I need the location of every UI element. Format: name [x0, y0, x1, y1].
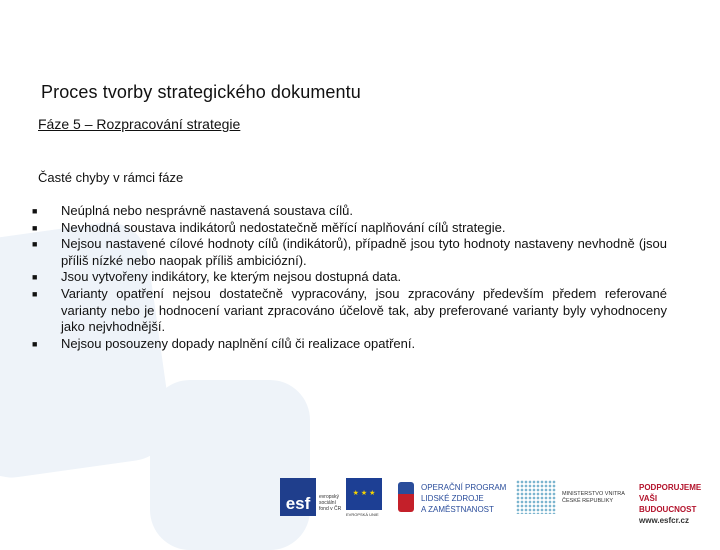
bullet-icon: ■	[32, 222, 38, 233]
list-item	[32, 286, 667, 336]
bullet-icon: ■	[32, 206, 38, 216]
list-item-text: Nejsou posouzeny dopady naplnění cílů či realizace opatření.	[61, 335, 416, 351]
section-heading: Časté chyby v rámci fáze	[38, 170, 184, 185]
mv-logo-text	[562, 491, 625, 529]
mv-line: MINISTERSTVO VNITRA	[562, 491, 625, 497]
op-logo-text	[421, 482, 506, 520]
esf-logo	[280, 478, 316, 516]
list-item	[32, 236, 667, 269]
op-line: OPERAČNÍ PROGRAM	[421, 483, 507, 492]
slide-subtitle: Fáze 5 – Rozpracování strategie	[38, 116, 241, 132]
list-item	[32, 220, 667, 237]
list-item-text: Jsou vytvořeny indikátory, ke kterým nejsou dostupná data.	[61, 269, 402, 285]
slogan	[639, 482, 716, 525]
logo-bar	[280, 478, 716, 525]
op-puzzle-logo	[398, 482, 414, 512]
slogan-line: PODPORUJEME	[639, 483, 702, 492]
list-item-text: Neúplná nebo nesprávně nastavená soustava cílů.	[61, 203, 353, 218]
background-puzzle-shape	[150, 380, 310, 550]
eu-caption: EVROPSKÁ UNIE	[346, 512, 379, 517]
op-line: A ZAMĚSTNANOST	[421, 505, 494, 514]
esf-caption: evropský sociální fond v ČR	[319, 494, 342, 512]
list-item	[32, 203, 667, 220]
esf-logo-text: esf	[285, 494, 311, 513]
list-item-text: Varianty opatření nejsou dostatečně vypracovány, jsou zpracovány především předem referované varianty nebo je hodnocení variant zpracováno účelově tak, aby preferované varianty byly vyhodnoceny jako nejvhodnější.	[61, 285, 667, 335]
bullet-icon: ■	[32, 272, 38, 283]
slogan-line: VAŠI BUDOUCNOST	[639, 494, 697, 514]
slide-title: Proces tvorby strategického dokumentu	[41, 82, 361, 102]
list-item-text: Nejsou nastavené cílové hodnoty cílů (indikátorů), případně jsou tyto hodnoty nastaveny nevhodně (jsou příliš nízké nebo naopak příliš ambiciózní).	[61, 236, 667, 268]
list-item-text: Nevhodná soustava indikátorů nedostatečně měřící naplňování cílů strategie.	[61, 219, 506, 235]
list-item	[32, 336, 667, 353]
eu-flag-logo: ★ ★ ★	[346, 478, 382, 510]
bullet-icon: ■	[32, 239, 38, 250]
bullet-icon: ■	[32, 288, 38, 299]
list-item	[32, 269, 667, 286]
op-line: LIDSKÉ ZDROJE	[421, 494, 484, 503]
esfcr-link[interactable]: www.esfcr.cz	[639, 516, 689, 525]
mv-logo	[516, 480, 556, 514]
bullet-icon: ■	[32, 338, 38, 349]
mv-line: ČESKÉ REPUBLIKY	[562, 498, 614, 504]
error-list	[32, 203, 667, 352]
